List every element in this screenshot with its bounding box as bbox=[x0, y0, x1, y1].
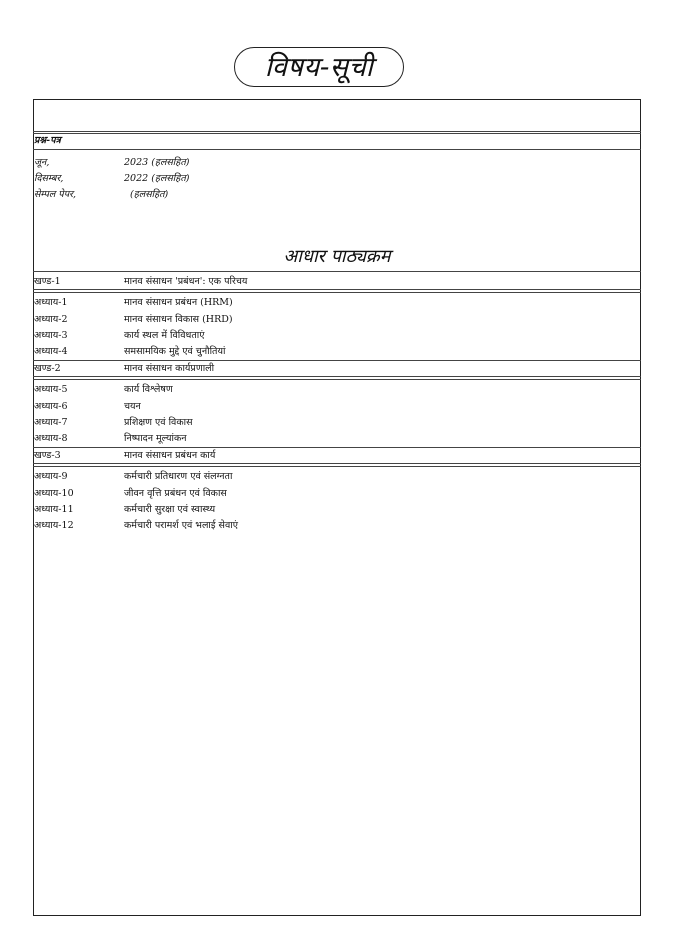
chapter-label: अध्याय-12 bbox=[34, 520, 74, 531]
divider bbox=[33, 376, 641, 377]
chapter-label: अध्याय-3 bbox=[34, 330, 68, 341]
chapter-label: अध्याय-8 bbox=[34, 433, 68, 444]
chapter-label: अध्याय-9 bbox=[34, 471, 68, 482]
divider bbox=[33, 133, 641, 134]
chapter-title[interactable]: चयन bbox=[124, 401, 141, 412]
chapter-label: अध्याय-6 bbox=[34, 401, 68, 412]
divider bbox=[33, 292, 641, 293]
chapter-label: अध्याय-7 bbox=[34, 417, 68, 428]
block-title[interactable]: मानव संसाधन प्रबंधन कार्य bbox=[124, 450, 216, 461]
paper-row-label: दिसम्बर, bbox=[34, 173, 64, 184]
chapter-title[interactable]: समसामयिक मुद्दे एवं चुनौतियां bbox=[124, 346, 226, 357]
chapter-title[interactable]: कर्मचारी सुरक्षा एवं स्वास्थ्य bbox=[124, 504, 216, 515]
page-title: विषय-सूची bbox=[264, 51, 374, 83]
divider bbox=[33, 466, 641, 467]
block-title[interactable]: मानव संसाधन कार्यप्रणाली bbox=[124, 363, 215, 374]
divider bbox=[33, 463, 641, 464]
chapter-label: अध्याय-4 bbox=[34, 346, 68, 357]
chapter-label: अध्याय-10 bbox=[34, 488, 74, 499]
divider bbox=[33, 149, 641, 150]
paper-row-label: सेम्पल पेपर, bbox=[34, 189, 77, 200]
paper-row-value[interactable]: 2022 (हलसहित) bbox=[124, 173, 190, 184]
divider bbox=[33, 289, 641, 290]
divider bbox=[33, 379, 641, 380]
block-label: खण्ड-3 bbox=[34, 450, 61, 461]
chapter-label: अध्याय-2 bbox=[34, 314, 68, 325]
divider bbox=[33, 271, 641, 272]
divider bbox=[33, 131, 641, 132]
chapter-label: अध्याय-11 bbox=[34, 504, 74, 515]
block-label: खण्ड-1 bbox=[34, 276, 61, 287]
divider bbox=[33, 360, 641, 361]
divider bbox=[33, 447, 641, 448]
paper-row-label: जून, bbox=[34, 157, 50, 168]
chapter-title[interactable]: कर्मचारी प्रतिधारण एवं संलग्नता bbox=[124, 471, 233, 482]
chapter-title[interactable]: मानव संसाधन प्रबंधन (HRM) bbox=[124, 297, 233, 308]
block-label: खण्ड-2 bbox=[34, 363, 61, 374]
paper-section-heading: प्रश्न-पत्र bbox=[34, 135, 61, 146]
paper-row-value[interactable]: (हलसहित) bbox=[130, 189, 169, 200]
chapter-label: अध्याय-5 bbox=[34, 384, 68, 395]
chapter-title[interactable]: कर्मचारी परामर्श एवं भलाई सेवाएं bbox=[124, 520, 238, 531]
chapter-title[interactable]: कार्य विश्लेषण bbox=[124, 384, 173, 395]
syllabus-heading: आधार पाठ्यक्रम bbox=[283, 246, 391, 267]
page-title-box bbox=[234, 47, 404, 87]
chapter-title[interactable]: जीवन वृत्ति प्रबंधन एवं विकास bbox=[124, 488, 227, 499]
chapter-title[interactable]: निष्पादन मूल्यांकन bbox=[124, 433, 187, 444]
chapter-label: अध्याय-1 bbox=[34, 297, 68, 308]
chapter-title[interactable]: कार्य स्थल में विविधताएं bbox=[124, 330, 205, 341]
chapter-title[interactable]: प्रशिक्षण एवं विकास bbox=[124, 417, 193, 428]
chapter-title[interactable]: मानव संसाधन विकास (HRD) bbox=[124, 314, 233, 325]
paper-row-value[interactable]: 2023 (हलसहित) bbox=[124, 157, 190, 168]
block-title[interactable]: मानव संसाधन 'प्रबंधन': एक परिचय bbox=[124, 276, 248, 287]
